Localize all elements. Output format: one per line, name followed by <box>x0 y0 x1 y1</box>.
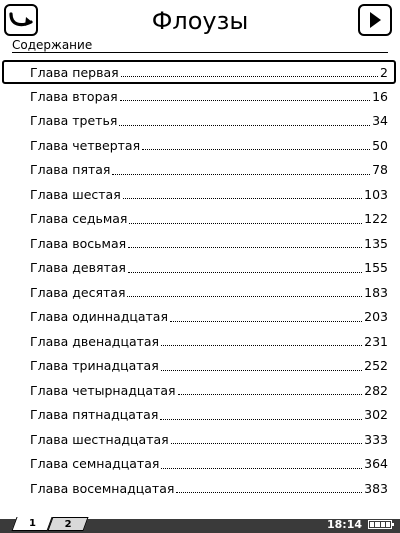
toc-item-leader <box>128 235 362 249</box>
toc-item-page: 203 <box>364 309 388 325</box>
toc-item[interactable] <box>0 378 400 403</box>
page-title: Флоузы <box>151 7 249 35</box>
toc-item-title: Глава седьмая <box>30 211 128 227</box>
toc-item-page: 302 <box>364 407 388 423</box>
toc-item-page: 2 <box>380 64 388 80</box>
toc-item[interactable] <box>0 305 400 330</box>
toc-item[interactable] <box>0 280 400 305</box>
toc-item-leader <box>161 333 362 347</box>
battery-cell <box>381 522 385 527</box>
toc-item-title: Глава восемнадцатая <box>30 480 175 496</box>
toc-item-leader <box>128 259 362 273</box>
toc-item[interactable] <box>0 158 400 183</box>
play-right-icon <box>368 11 382 29</box>
toc-item-page: 16 <box>372 88 388 104</box>
toc-item[interactable] <box>0 182 400 207</box>
toc-item[interactable] <box>0 427 400 452</box>
toc-item[interactable] <box>0 452 400 477</box>
toc-item-title: Глава пятнадцатая <box>30 407 159 423</box>
toc-item-title: Глава вторая <box>30 88 118 104</box>
toc-item-page: 78 <box>372 162 388 178</box>
page-tab-1[interactable] <box>11 517 52 531</box>
battery-icon <box>368 520 392 529</box>
page-tab-1-label: 1 <box>28 518 36 529</box>
toc-item-page: 155 <box>364 260 388 276</box>
toc-item-leader <box>160 406 362 420</box>
toc-item[interactable] <box>0 403 400 428</box>
toc-item-page: 103 <box>364 186 388 202</box>
battery-cell <box>386 522 390 527</box>
toc-item-title: Глава третья <box>30 113 118 129</box>
toc-item[interactable] <box>0 109 400 134</box>
toc-item-title: Глава тринадцатая <box>30 358 159 374</box>
toc-item-page: 135 <box>364 235 388 251</box>
toc-item-title: Глава шестнадцатая <box>30 431 169 447</box>
toc-item[interactable] <box>0 133 400 158</box>
toc-item-leader <box>170 308 362 322</box>
page-tab-2[interactable] <box>47 517 88 531</box>
toc-item-page: 383 <box>364 480 388 496</box>
toc-item-leader <box>171 431 362 445</box>
toc-item-page: 333 <box>364 431 388 447</box>
toc-item-page: 183 <box>364 284 388 300</box>
toc-item-page: 34 <box>372 113 388 129</box>
toc-item-title: Глава семнадцатая <box>30 456 160 472</box>
toc-item-leader <box>121 63 378 77</box>
toc-item-leader <box>119 112 370 126</box>
toc-item[interactable] <box>0 476 400 501</box>
toc-item-leader <box>127 284 362 298</box>
toc-item-page: 122 <box>364 211 388 227</box>
toc-item[interactable] <box>0 231 400 256</box>
toc-item[interactable] <box>2 60 396 84</box>
toc-item[interactable] <box>0 256 400 281</box>
toc-item[interactable] <box>0 329 400 354</box>
toc-item-title: Глава пятая <box>30 162 111 178</box>
toc-item-title: Глава четвертая <box>30 137 141 153</box>
toc-item-title: Глава четырнадцатая <box>30 382 176 398</box>
toc-item-title: Глава шестая <box>30 186 121 202</box>
toc-item-page: 50 <box>372 137 388 153</box>
toc-item-page: 364 <box>364 456 388 472</box>
clock: 18:14 <box>326 518 362 531</box>
battery-cell <box>370 522 374 527</box>
toc-item-leader <box>142 137 370 151</box>
table-of-contents <box>0 60 400 501</box>
toc-item-leader <box>129 210 362 224</box>
toc-item[interactable] <box>0 84 400 109</box>
toc-item-title: Глава десятая <box>30 284 126 300</box>
toc-item-title: Глава восьмая <box>30 235 127 251</box>
toc-item-leader <box>176 480 362 494</box>
toc-item-leader <box>120 88 370 102</box>
toc-item-leader <box>123 186 362 200</box>
battery-tip <box>392 523 394 526</box>
toc-item-title: Глава девятая <box>30 260 126 276</box>
toc-item-title: Глава первая <box>30 64 119 80</box>
toc-item-title: Глава двенадцатая <box>30 333 160 349</box>
toc-item-title: Глава одиннадцатая <box>30 309 168 325</box>
next-button[interactable] <box>358 4 392 36</box>
battery-cell <box>375 522 379 527</box>
toc-item-leader <box>161 455 362 469</box>
toc-item-leader <box>112 161 370 175</box>
toc-item-leader <box>161 357 362 371</box>
section-divider <box>12 52 388 53</box>
page-tab-2-label: 2 <box>64 519 72 530</box>
toc-item-page: 252 <box>364 358 388 374</box>
toc-item[interactable] <box>0 207 400 232</box>
toc-item-page: 231 <box>364 333 388 349</box>
status-bar <box>0 515 400 533</box>
section-label: Содержание <box>12 38 93 52</box>
toc-item[interactable] <box>0 354 400 379</box>
toc-item-leader <box>178 382 363 396</box>
toc-item-page: 282 <box>364 382 388 398</box>
